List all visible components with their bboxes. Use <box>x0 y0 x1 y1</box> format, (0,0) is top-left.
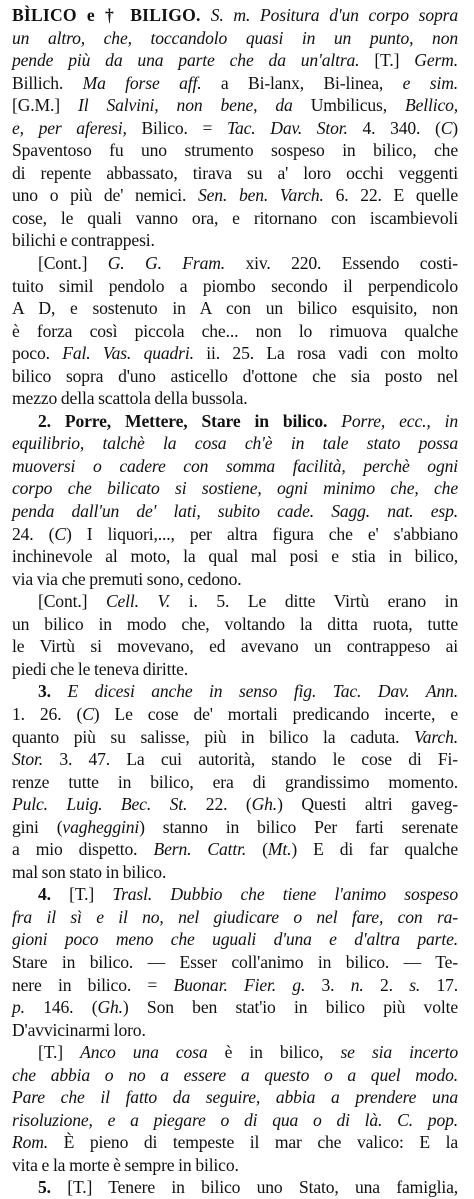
text-line <box>12 726 458 749</box>
text-line <box>12 4 458 27</box>
text-line <box>12 72 458 95</box>
text-segment: gini ( <box>12 816 63 837</box>
text-segment: 4. 340. ( <box>347 117 441 138</box>
text-line <box>12 252 458 275</box>
text-segment: E dicesi anche in senso fig. Tac. Dav. Ann. <box>67 681 458 702</box>
text-segment: Porre, ecc., in <box>341 410 458 431</box>
text-segment: Tac. Dav. Stor. <box>226 117 348 138</box>
text-segment: Varch. <box>414 726 458 747</box>
text-segment: 1. 26. ( <box>12 703 83 724</box>
text-line <box>12 477 458 500</box>
text-segment: xiv. 220. Essendo costi- <box>225 253 458 274</box>
entry-bilico-column <box>12 4 458 1199</box>
text-segment: mal son stato in bilico. <box>12 861 167 882</box>
text-segment: Stor. <box>12 749 44 770</box>
text-segment: Gh. <box>251 794 278 815</box>
text-segment: Umbilicus, <box>292 95 405 116</box>
text-segment: Ma forse aff. <box>82 72 202 93</box>
text-line <box>12 658 458 681</box>
text-segment: tuito simil pendolo a piombo secondo il perpendicolo <box>12 275 458 296</box>
text-line <box>12 771 458 794</box>
text-segment: ) Son ben stat'io in bilico più volte <box>122 997 458 1018</box>
text-line <box>12 590 458 613</box>
text-line <box>12 1176 458 1199</box>
text-segment: Stare in bilico. — Esser coll'animo in bilico. — Te- <box>12 951 458 972</box>
text-segment: gioni poco meno che uguali d'una e d'altra parte. <box>12 929 458 950</box>
text-line <box>12 1086 458 1109</box>
text-line <box>12 703 458 726</box>
text-segment: Spaventoso fu uno strumento sospeso in bilico, che <box>12 140 458 161</box>
text-segment: Mt. <box>267 839 292 860</box>
text-segment: a mio dispetto. <box>12 839 154 860</box>
text-segment: inchinevole al moto, la qual mal posi e stia in bilico, <box>12 546 458 567</box>
text-line <box>12 27 458 50</box>
text-segment: 3. 47. La cui autorità, stando le cose di Fi- <box>43 749 458 770</box>
text-line <box>12 184 458 207</box>
text-segment: p. <box>12 997 25 1018</box>
text-segment: è in bilico, <box>207 1042 341 1063</box>
text-segment: Fal. Vas. quadri. <box>62 343 194 364</box>
text-line <box>12 793 458 816</box>
text-segment: le Virtù si movevano, ed avevano un contrappeso ai <box>12 636 458 657</box>
text-segment: ii. 25. La rosa vadi con molto <box>193 343 458 364</box>
text-segment: Trasl. Dubbio che tiene l'animo sospeso <box>112 884 458 905</box>
text-segment: vita e la morte è sempre in bilico. <box>12 1154 239 1175</box>
text-line <box>12 928 458 951</box>
text-segment: [T.] <box>359 50 415 71</box>
text-line <box>12 680 458 703</box>
text-segment: Sen. ben. Varch. <box>197 185 324 206</box>
text-segment: ) stanno in bilico Per farti serenate <box>139 816 458 837</box>
text-segment: 3. <box>305 974 351 995</box>
text-segment: renze tutte in bilico, era di grandissimo momento. <box>12 771 458 792</box>
text-segment: S. m. Positura d'un corpo sopra <box>210 5 458 25</box>
text-line <box>12 1131 458 1154</box>
text-segment: [Cont.] <box>38 591 106 612</box>
text-segment: 17. <box>420 974 458 995</box>
text-line <box>12 500 458 523</box>
text-segment: s. <box>409 974 421 995</box>
text-segment: C <box>440 117 453 138</box>
text-segment: È pieno di tempeste il mar che valico: E la <box>48 1132 458 1153</box>
text-line <box>12 432 458 455</box>
text-segment: [G.M.] <box>12 95 78 116</box>
text-segment: 146. ( <box>24 997 98 1018</box>
text-line <box>12 1109 458 1132</box>
text-line <box>12 297 458 320</box>
text-segment: piedi che le teneva diritte. <box>12 658 189 679</box>
text-segment: Cell. V. <box>105 591 171 612</box>
text-segment: un altro, che, toccandolo quasi in un punto, non <box>12 27 458 48</box>
text-line <box>12 996 458 1019</box>
text-line <box>12 387 458 410</box>
text-line <box>12 207 458 230</box>
text-line <box>12 861 458 884</box>
text-segment: Gh. <box>97 997 123 1018</box>
text-segment: fra il sì e il no, nel giudicare o nel fare, con ra- <box>12 906 458 927</box>
text-segment: ( <box>246 839 268 860</box>
text-segment: [T.] <box>38 1042 81 1063</box>
text-line <box>12 117 458 140</box>
text-segment: [T.] Tenere in bilico uno Stato, una famiglia, <box>67 1177 458 1198</box>
text-segment: n. <box>350 974 364 995</box>
headword: BÌLICO e † BILIGO. <box>12 5 211 25</box>
text-segment: Rom. <box>12 1132 49 1153</box>
text-line <box>12 275 458 298</box>
text-segment: Pare che il fatto da seguire, abbia a prendere una <box>12 1087 458 1108</box>
text-line <box>12 410 458 433</box>
text-segment: ) Le cose de' mortali predicando incerte, e <box>93 703 458 724</box>
text-segment: uno o più de' nemici. <box>12 185 198 206</box>
text-segment: quanto più su salisse, più in bilico la caduta. <box>12 726 415 747</box>
text-segment: ) Questi altri gaveg- <box>277 794 458 815</box>
text-segment: Il Salvini, non bene, da <box>78 95 293 116</box>
text-line <box>12 1064 458 1087</box>
sense-number: 3. <box>38 681 68 702</box>
text-segment: 6. 22. E quelle <box>323 185 458 206</box>
text-segment: penda dall'un de' lati, subito cade. Sagg. nat. esp. <box>12 501 458 522</box>
text-line <box>12 883 458 906</box>
text-segment: se sia incerto <box>340 1042 458 1063</box>
text-line <box>12 523 458 546</box>
text-segment: G. G. Fram. <box>107 253 226 274</box>
text-segment: nere in bilico. = <box>12 974 174 995</box>
text-segment: bilichi e contrappesi. <box>12 230 155 251</box>
text-line <box>12 568 458 591</box>
text-line <box>12 816 458 839</box>
text-segment: un bilico in modo che, voltando la ditta ruota, tutte <box>12 613 458 634</box>
text-segment: i. 5. Le ditte Virtù erano in <box>170 591 458 612</box>
text-segment: D'avvicinarmi loro. <box>12 1019 146 1040</box>
text-line <box>12 365 458 388</box>
text-line <box>12 162 458 185</box>
text-segment: a Bi-lanx, Bi-linea, <box>201 72 403 93</box>
text-segment: Bilico. = <box>126 117 227 138</box>
text-segment: risoluzione, e a piegare o di qua o di là. C. pop. <box>12 1109 458 1130</box>
text-line <box>12 906 458 929</box>
text-segment: muoversi o cadere con somma facilità, perchè ogni <box>12 455 458 476</box>
text-line <box>12 1154 458 1177</box>
text-segment: corpo che bilicato si sostiene, ogni minimo che, che <box>12 478 458 499</box>
text-segment: poco. <box>12 343 63 364</box>
text-segment: cose, le quali vanno ora, e ritornano con iscambievoli <box>12 207 458 228</box>
text-segment: [Cont.] <box>38 253 108 274</box>
text-segment: ) <box>452 117 459 138</box>
sense-number: 5. <box>38 1177 68 1198</box>
text-segment: Anco una cosa <box>80 1042 208 1063</box>
text-line <box>12 139 458 162</box>
text-segment: mezzo della scattola della bussola. <box>12 388 248 409</box>
text-segment: via via che premuti sono, cedono. <box>12 568 242 589</box>
text-segment: 22. ( <box>187 794 252 815</box>
text-segment: 2. <box>363 974 410 995</box>
text-segment: Pulc. Luig. Bec. St. <box>12 794 188 815</box>
text-segment: Billich. <box>12 72 83 93</box>
text-line <box>12 342 458 365</box>
text-line <box>12 748 458 771</box>
text-segment: pende più da una parte che da un'altra. <box>12 50 360 71</box>
text-line <box>12 838 458 861</box>
text-segment: che abbia o no a essere a questo o a quel modo. <box>12 1064 458 1085</box>
text-segment: Bellico, <box>404 95 459 116</box>
sense-number: 2. Porre, Mettere, Stare in bilico. <box>38 410 342 431</box>
text-segment: ) E di far qualche <box>291 839 458 860</box>
text-segment: bilico sopra d'uno asticello d'ottone che sia posto nel <box>12 365 458 386</box>
text-segment: equilibrio, talchè la cosa ch'è in tale stato possa <box>12 433 458 454</box>
text-segment: è forza così piccola che... non lo rimuova qualche <box>12 320 458 341</box>
text-line <box>12 613 458 636</box>
text-segment: di repente abbassato, tirava su a' loro occhi veggenti <box>12 162 458 183</box>
text-segment: Germ. <box>414 50 458 71</box>
text-segment: vagheggini <box>62 816 140 837</box>
sense-number: 4. <box>38 884 70 905</box>
text-line <box>12 545 458 568</box>
text-line <box>12 94 458 117</box>
text-segment: C <box>54 523 66 544</box>
text-segment: ) I liquori,..., per altra figura che e' s'abbiano <box>65 523 458 544</box>
text-segment: A D, e sostenuto in A con un bilico esquisito, non <box>12 298 458 319</box>
text-segment: C <box>82 703 94 724</box>
text-line <box>12 1019 458 1042</box>
text-segment: Bern. Cattr. <box>153 839 247 860</box>
text-segment: Buonar. Fier. g. <box>173 974 306 995</box>
text-line <box>12 635 458 658</box>
text-segment: [T.] <box>69 884 113 905</box>
text-line <box>12 1041 458 1064</box>
text-line <box>12 320 458 343</box>
text-segment: e, per aferesi, <box>12 117 127 138</box>
text-line <box>12 951 458 974</box>
text-segment: 24. ( <box>12 523 55 544</box>
text-line <box>12 49 458 72</box>
text-segment: e sim. <box>402 72 458 93</box>
text-line <box>12 974 458 997</box>
text-line <box>12 229 458 252</box>
text-line <box>12 455 458 478</box>
